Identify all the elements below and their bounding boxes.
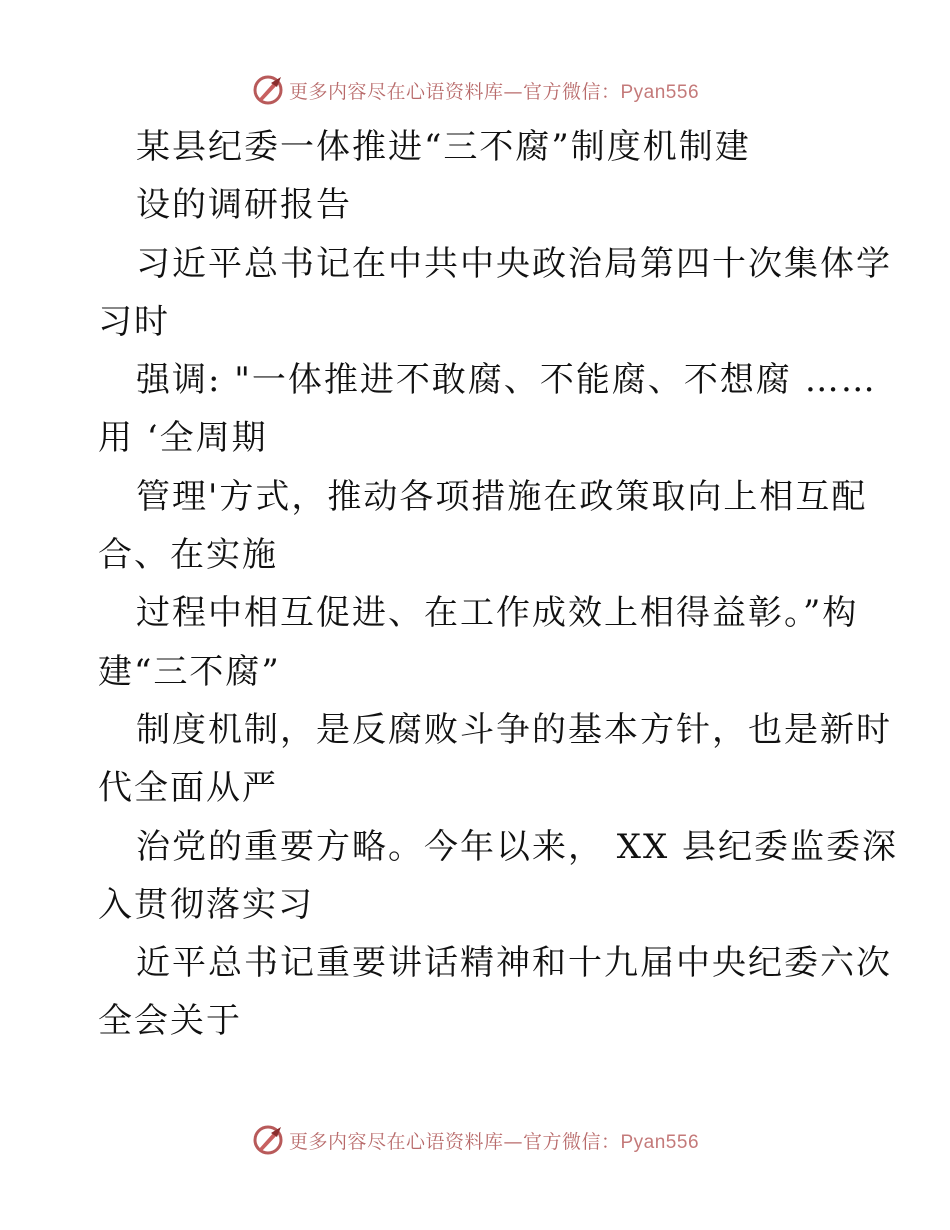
- text-line: 入贯彻落实习: [98, 884, 314, 925]
- text-line: 管理'方式，推动各项措施在政策取向上相互配: [136, 476, 868, 517]
- quill-logo-icon: [251, 1123, 285, 1157]
- banner-text: [289, 77, 699, 104]
- footer-banner: [0, 1122, 950, 1158]
- text-line: 习时: [98, 301, 170, 342]
- banner-slogan: 更多内容尽在心语资料库—官方微信：: [288, 1130, 621, 1153]
- banner-text: [289, 1127, 699, 1154]
- text-line: 代全面从严: [98, 768, 278, 809]
- text-line: 用 ‘全周期: [98, 418, 268, 459]
- quill-logo-icon: [251, 73, 285, 107]
- banner-wechat-id: Pyan556: [620, 1131, 700, 1153]
- text-line: 治党的重要方略。今年以来， XX 县纪委监委深: [136, 826, 899, 867]
- text-line: 设的调研报告: [136, 185, 352, 226]
- text-line: 全会关于: [98, 1001, 242, 1042]
- document-body: [98, 118, 899, 1051]
- banner-wechat-id: Pyan556: [620, 81, 700, 103]
- text-line: 某县纪委一体推进“三不腐”制度机制建: [136, 127, 751, 167]
- text-line: 近平总书记重要讲话精神和十九届中央纪委六次: [136, 943, 892, 984]
- text-line: 强调: "一体推进不敢腐、不能腐、不想腐 ……: [136, 360, 877, 401]
- text-line: 制度机制，是反腐败斗争的基本方针，也是新时: [136, 709, 892, 750]
- text-line: 合、在实施: [98, 535, 278, 576]
- header-banner: [0, 72, 950, 108]
- text-line: 建“三不腐”: [98, 651, 281, 692]
- text-line: 过程中相互促进、在工作成效上相得益彰。”构: [136, 593, 859, 634]
- text-line: 习近平总书记在中共中央政治局第四十次集体学: [136, 243, 892, 284]
- banner-slogan: 更多内容尽在心语资料库—官方微信：: [288, 80, 621, 103]
